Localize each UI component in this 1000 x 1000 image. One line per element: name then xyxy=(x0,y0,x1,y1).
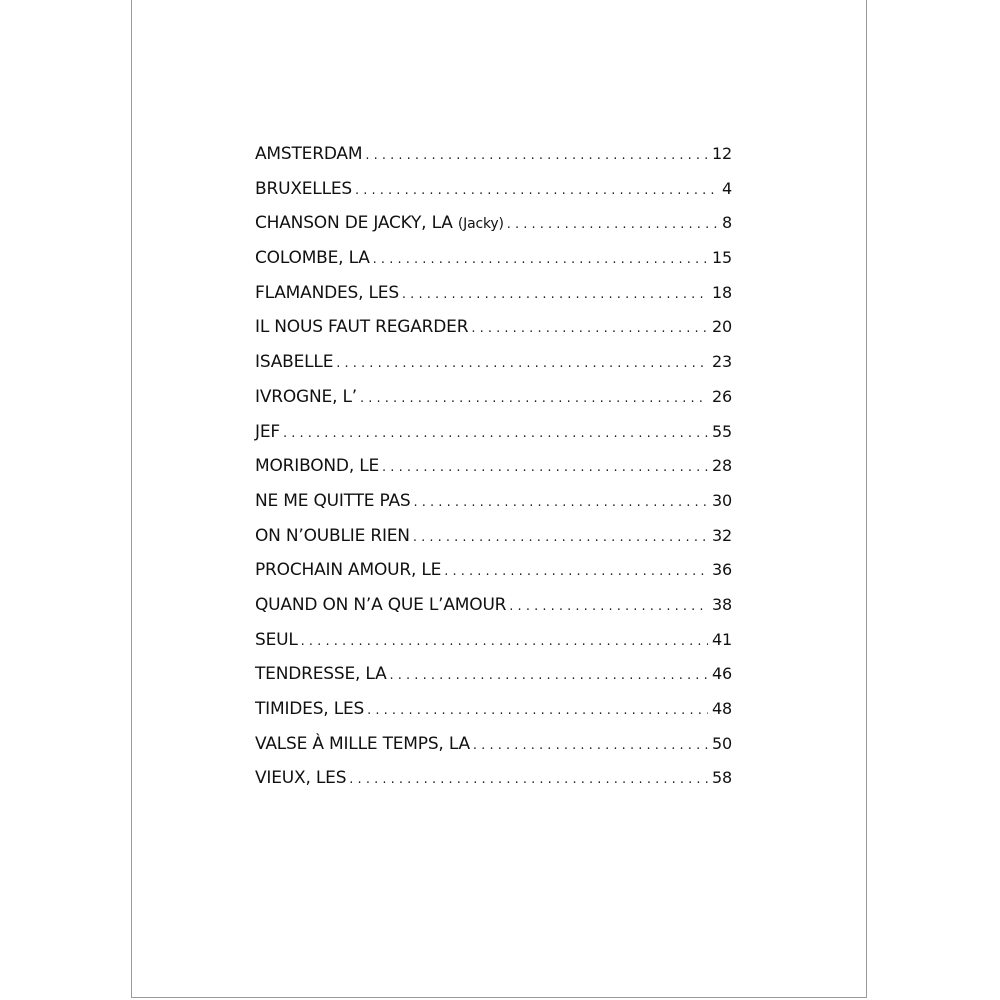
toc-entry-page: 50 xyxy=(712,733,732,753)
toc-entry xyxy=(255,734,732,769)
toc-entry-page: 28 xyxy=(712,456,732,476)
toc-dot-leader xyxy=(349,772,708,787)
toc-entry-page: 18 xyxy=(712,282,732,302)
toc-entry-title: TENDRESSE, LA xyxy=(255,664,387,685)
toc-entry-page: 41 xyxy=(712,629,732,649)
toc-dot-leader xyxy=(367,703,708,718)
toc-entry xyxy=(255,491,732,526)
toc-entry xyxy=(255,422,732,457)
toc-dot-leader xyxy=(471,321,708,336)
toc-entry xyxy=(255,768,732,803)
toc-entry-title: ON N’OUBLIE RIEN xyxy=(255,525,410,546)
toc-entry-title: VALSE À MILLE TEMPS, LA xyxy=(255,733,470,754)
toc-dot-leader xyxy=(336,356,708,371)
toc-entry-title: IVROGNE, L’ xyxy=(255,386,357,407)
toc-entry-title: SEUL xyxy=(255,629,298,650)
toc-dot-leader xyxy=(509,599,708,614)
toc-entry xyxy=(255,630,732,665)
toc-dot-leader xyxy=(373,252,708,267)
toc-entry xyxy=(255,283,732,318)
toc-entry-title: JEF xyxy=(255,421,280,442)
toc-entry xyxy=(255,595,732,630)
toc-entry xyxy=(255,179,732,214)
toc-entry xyxy=(255,456,732,491)
toc-entry xyxy=(255,526,732,561)
toc-entry-page: 32 xyxy=(712,525,732,545)
toc-entry xyxy=(255,664,732,699)
toc-entry-title: TIMIDES, LES xyxy=(255,699,365,719)
toc-dot-leader xyxy=(355,183,718,198)
toc-entry xyxy=(255,352,732,387)
toc-dot-leader xyxy=(413,530,708,545)
toc-entry xyxy=(255,560,732,595)
toc-entry-page: 48 xyxy=(712,699,732,718)
toc-dot-leader xyxy=(301,634,708,649)
toc-entry xyxy=(255,248,732,283)
table-of-contents xyxy=(255,144,732,803)
toc-entry-title: NE ME QUITTE PAS xyxy=(255,490,411,511)
toc-entry-page: 4 xyxy=(722,178,732,198)
toc-dot-leader xyxy=(365,148,708,163)
toc-entry xyxy=(255,387,732,422)
toc-entry-title: BRUXELLES xyxy=(255,178,352,199)
toc-entry-title: MORIBOND, LE xyxy=(255,456,380,477)
toc-entry-page: 55 xyxy=(712,421,732,441)
toc-entry-subtitle: (Jacky) xyxy=(457,216,504,233)
toc-entry-title: PROCHAIN AMOUR, LE xyxy=(255,560,442,581)
toc-entry-page: 15 xyxy=(712,248,732,268)
toc-entry-page: 20 xyxy=(712,317,732,337)
toc-entry-title-main: CHANSON DE JACKY, LA xyxy=(255,213,453,234)
toc-entry-title: COLOMBE, LA xyxy=(255,248,370,269)
toc-entry-title: VIEUX, LES xyxy=(255,768,347,789)
toc-entry-page: 36 xyxy=(712,560,732,580)
toc-entry-title: FLAMANDES, LES xyxy=(255,282,399,303)
toc-dot-leader xyxy=(507,217,718,232)
toc-entry-page: 8 xyxy=(722,213,732,233)
toc-dot-leader xyxy=(473,738,708,753)
toc-entry xyxy=(255,213,732,248)
toc-entry xyxy=(255,699,732,734)
toc-dot-leader xyxy=(360,391,708,406)
toc-dot-leader xyxy=(390,668,709,683)
toc-entry-title: AMSTERDAM xyxy=(255,144,363,164)
toc-entry-title: ISABELLE xyxy=(255,352,334,373)
toc-dot-leader xyxy=(402,287,708,302)
toc-dot-leader xyxy=(283,426,708,441)
toc-entry-title xyxy=(255,213,504,233)
toc-dot-leader xyxy=(414,495,709,510)
toc-entry xyxy=(255,144,732,179)
toc-dot-leader xyxy=(444,564,708,579)
toc-entry-title: IL NOUS FAUT REGARDER xyxy=(255,317,469,338)
toc-dot-leader xyxy=(382,460,708,475)
toc-entry-page: 46 xyxy=(712,664,732,684)
toc-entry-title: QUAND ON N’A QUE L’AMOUR xyxy=(255,594,507,615)
toc-entry-page: 58 xyxy=(712,768,732,788)
toc-entry-page: 38 xyxy=(712,594,732,614)
toc-entry xyxy=(255,317,732,352)
toc-entry-page: 12 xyxy=(712,144,732,163)
toc-entry-page: 30 xyxy=(712,490,732,510)
toc-entry-page: 26 xyxy=(712,386,732,406)
toc-entry-page: 23 xyxy=(712,352,732,372)
